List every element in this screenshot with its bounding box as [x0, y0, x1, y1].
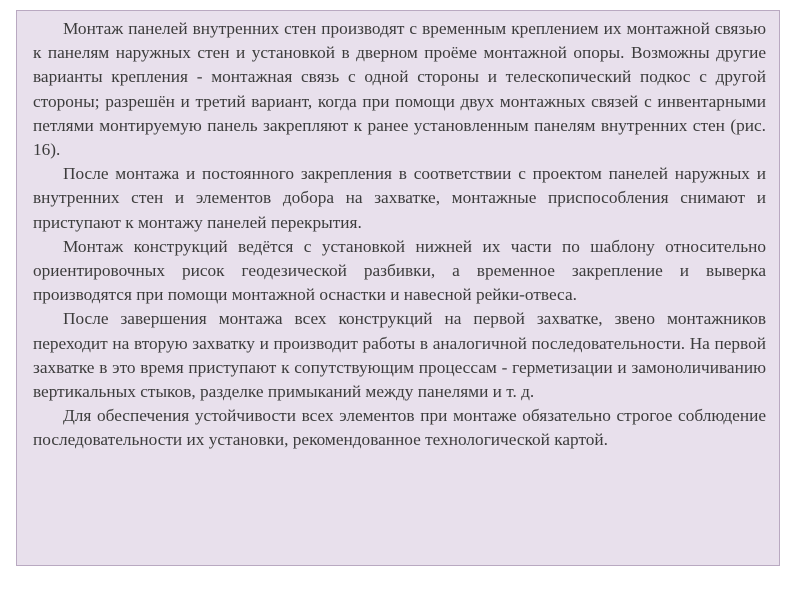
- text-box: [16, 10, 780, 566]
- paragraph-2: После монтажа и постоянного закрепления в соответствии с проектом панелей наружных и внутренних стен и элементов добора на захватке, монтажные приспособления снимают и приступают к монтажу панелей перекрытия.: [33, 164, 766, 232]
- paragraph-3: Монтаж конструкций ведётся с установкой нижней их части по шаблону относительно ориентировочных рисок геодезической разбивки, а временное закрепление и выверка производятся при помощи монтажной оснастки и навесной рейки-отвеса.: [33, 236, 766, 305]
- paragraph-4: После завершения монтажа всех конструкций на первой захватке, звено монтажников переходит на вторую захватку и производит работы в аналогичной последовательности. На первой захватке в это время приступают к сопутствующим процессам - герметизации и замоноличиванию вертикальных стыков, разделке примыканий между панелями и т. д.: [33, 309, 766, 402]
- paragraph-1: Монтаж панелей внутренних стен производят с временным креплением их монтажной связью к панелям наружных стен и установкой в дверном проёме монтажной опоры. Возможны другие варианты крепления - монтажная связь с одной стороны и телескопический подкос с другой стороны; разрешён и третий вариант, когда при помощи двух монтажных связей с инвентарными петлями монтируемую панель закрепляют к ранее установленным панелям внутренних стен (рис. 16).: [33, 19, 766, 160]
- paragraph-5: Для обеспечения устойчивости всех элементов при монтаже обязательно строгое соблюдение последовательности их установки, рекомендованное технологической картой.: [33, 406, 766, 450]
